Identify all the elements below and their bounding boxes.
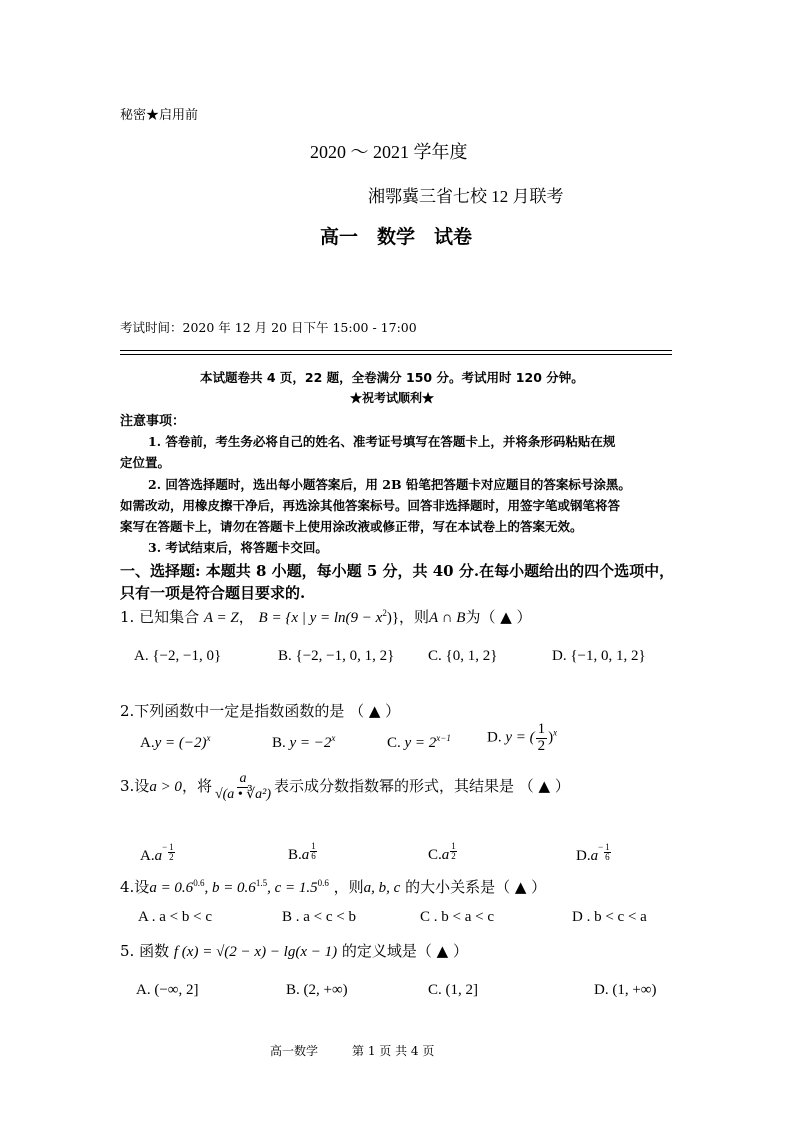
q4-option-d: D . b < c < a <box>572 909 647 925</box>
notice-item: 案写在答题卡上，请勿在答题卡上使用涂改液或修正带，写在本试卷上的答案无效。 <box>120 519 583 534</box>
q3-option-label: C. <box>428 847 442 863</box>
fraction-denominator: 2 <box>537 737 546 754</box>
q5-text: 的定义域是（ ▲ ） <box>341 942 468 960</box>
q1-option-c: C. {0, 1, 2} <box>428 648 498 664</box>
q4-text: ，则 <box>333 878 364 896</box>
question-3 <box>120 772 570 802</box>
fraction-denominator: 2 <box>169 852 174 862</box>
fraction-numerator: 1 <box>311 841 316 851</box>
q2-option-label: C. <box>387 735 401 751</box>
q3-option-a <box>140 842 175 865</box>
q3-option-base: a <box>441 847 450 863</box>
fraction-denominator: 6 <box>605 852 610 862</box>
section-heading: 一、选择题: 本题共 8 小题，每小题 5 分，共 40 分.在每小题给出的四个选项中， <box>120 562 675 580</box>
q1-math: A = Z <box>203 610 239 626</box>
fraction-numerator: 1 <box>605 842 610 852</box>
q3-option-b <box>288 842 317 864</box>
q2-option-label: A. <box>140 735 155 751</box>
q4-text: 4.设 <box>120 878 150 896</box>
q3-math: a > 0 <box>149 779 182 796</box>
q2-option-d <box>487 722 557 755</box>
fraction-numerator: 1 <box>451 841 456 851</box>
q2-option-exp: x <box>331 733 336 743</box>
q5-option-b: B. (2, +∞) <box>286 982 348 998</box>
q3-option-base: a <box>301 847 310 863</box>
q3-text: 3.设 <box>120 777 150 796</box>
q4-exponent: 0.6 <box>317 878 329 888</box>
q1-math: B = {x | y = ln(9 − x <box>258 610 383 626</box>
q1-math: )} <box>386 610 400 626</box>
q2-option-expr: y = ( <box>505 729 535 746</box>
good-luck: ★祝考试顺利★ <box>350 391 435 405</box>
q4-math: a, b, c <box>363 880 401 896</box>
q3-option-d <box>576 842 611 865</box>
notice-item: 3. 考试结束后，将答题卡交回。 <box>148 540 328 555</box>
q2-option-label: B. <box>272 735 286 751</box>
fraction-denominator: √(a • ∛a²) <box>214 786 271 802</box>
footer-page-number: 第 1 页 共 4 页 <box>352 1044 435 1058</box>
secret-label: 秘密★启用前 <box>120 108 199 123</box>
q2-option-expr: y = (−2) <box>154 735 207 751</box>
fraction-numerator: 1 <box>169 842 174 852</box>
section-heading-cont: 只有一项是符合题目要求的. <box>120 584 306 602</box>
q4-option-c: C . b < a < c <box>420 909 494 925</box>
q2-option-exp: x <box>206 733 211 743</box>
q1-option-b: B. {−2, −1, 0, 1, 2} <box>278 648 395 664</box>
school-year: 2020 ～ 2021 学年度 <box>310 142 468 162</box>
q2-option-a <box>140 733 211 752</box>
notice-item: 定位置。 <box>120 455 171 470</box>
page-title: 高一 数学 试卷 <box>320 226 473 248</box>
q3-option-label: D. <box>576 848 591 864</box>
q1-text: ，则 <box>399 608 430 626</box>
exponent-sign: − <box>598 842 604 852</box>
q3-text: ，将 <box>181 777 212 796</box>
q2-option-c <box>387 733 451 752</box>
notice-item: 如需改动，用橡皮擦干净后，再选涂其他答案标号。回答非选择题时，用签字笔或钢笔将答 <box>120 498 621 513</box>
q2-option-expr: y = −2 <box>289 735 332 751</box>
q4-math: , b = 0.6 <box>204 880 256 896</box>
exam-time: 考试时间：2020 年 12 月 20 日下午 15:00 - 17:00 <box>120 320 417 335</box>
q3-text: 表示成分数指数幂的形式，其结果是 （ ▲ ） <box>273 777 570 796</box>
question-1 <box>120 606 532 627</box>
divider-top <box>120 350 672 351</box>
q4-math: , c = 1.5 <box>267 880 318 896</box>
exponent-fraction <box>168 843 175 862</box>
q4-exponent: 0.6 <box>193 878 205 888</box>
question-4 <box>120 876 546 897</box>
q4-exponent: 1.5 <box>255 878 268 888</box>
q2-option-expr: y = 2 <box>404 735 437 751</box>
q3-option-label: B. <box>288 847 302 863</box>
q3-option-c <box>428 842 457 864</box>
q5-math: f (x) = √(2 − x) − lg(x − 1) <box>173 944 338 960</box>
divider-bottom <box>120 354 672 355</box>
q4-option-b: B . a < c < b <box>282 909 356 925</box>
question-5 <box>120 940 468 961</box>
q2-option-exp: x−1 <box>436 733 451 743</box>
q2-option-expr: ) <box>548 729 554 746</box>
q5-option-d: D. (1, +∞) <box>594 982 657 998</box>
q4-option-a: A . a < b < c <box>138 909 212 925</box>
q2-option-b <box>272 733 335 752</box>
fraction-numerator: a <box>239 771 247 786</box>
q1-option-d: D. {−1, 0, 1, 2} <box>552 648 646 664</box>
q1-math: A ∩ B <box>429 610 466 626</box>
q5-text: 5. 函数 <box>120 942 170 960</box>
q1-text: 1. 已知集合 <box>120 608 200 626</box>
q2-option-label: D. <box>487 729 502 746</box>
q2-option-exp: x <box>553 727 558 738</box>
exponent-fraction <box>604 843 611 862</box>
question-2: 2.下列函数中一定是指数函数的是 （ ▲ ） <box>120 702 401 720</box>
notice-item: 1. 答卷前，考生务必将自己的姓名、准考证号填写在答题卡上，并将条形码粘贴在规 <box>148 434 616 449</box>
footer-subject: 高一数学 <box>270 1044 319 1058</box>
q4-text: 的大小关系是（ ▲ ） <box>405 878 547 896</box>
q5-option-c: C. (1, 2] <box>428 982 478 998</box>
fraction-denominator: 2 <box>451 851 456 861</box>
fraction-denominator: 6 <box>311 851 316 861</box>
q4-math: a = 0.6 <box>149 880 194 896</box>
exponent-fraction <box>450 842 457 861</box>
notice-heading: 注意事项： <box>120 414 186 429</box>
exponent-sign: − <box>162 842 168 852</box>
notice-item: 2. 回答选择题时，选出每小题答案后，用 2B 铅笔把答题卡对应题目的答案标号涂黑。 <box>148 477 631 492</box>
exam-name: 湘鄂冀三省七校 12 月联考 <box>368 187 564 206</box>
fraction-numerator: 1 <box>537 721 546 737</box>
q3-fraction <box>213 772 273 802</box>
q1-option-a: A. {−2, −1, 0} <box>134 648 222 664</box>
q3-option-label: A. <box>140 848 155 864</box>
q2-fraction <box>536 722 548 755</box>
exponent-fraction <box>310 842 317 861</box>
q3-option-base: a <box>154 848 163 864</box>
q1-text: 为（ ▲ ） <box>465 608 532 626</box>
q1-text: ， <box>238 608 254 626</box>
exam-summary: 本试题卷共 4 页，22 题，全卷满分 150 分。考试用时 120 分钟。 <box>200 370 584 385</box>
q5-option-a: A. (−∞, 2] <box>136 982 199 998</box>
q3-option-base: a <box>590 848 599 864</box>
q1-exponent: 2 <box>382 608 387 618</box>
